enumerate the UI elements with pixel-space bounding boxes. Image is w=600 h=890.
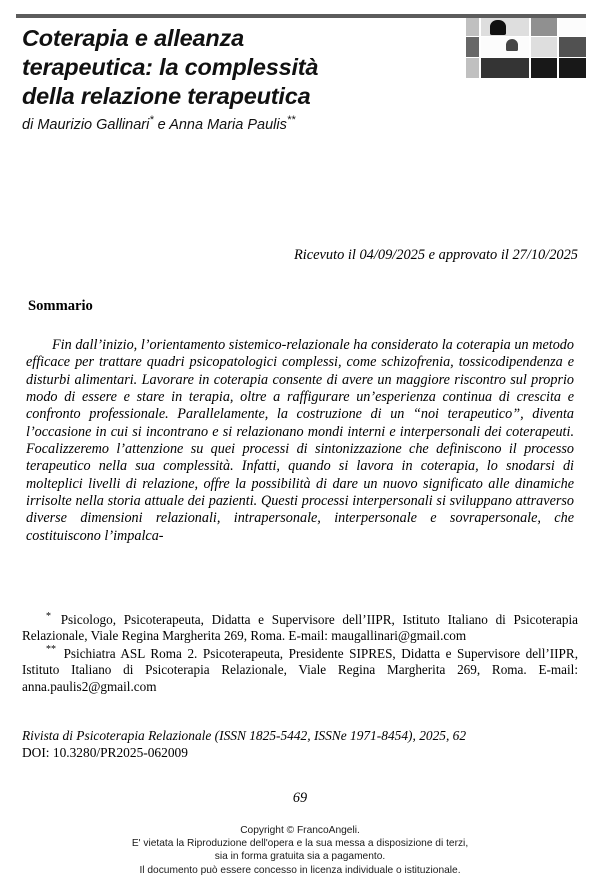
collage-cell bbox=[466, 58, 479, 78]
collage-cell bbox=[531, 37, 557, 57]
title-block bbox=[22, 24, 442, 135]
collage-cell bbox=[466, 18, 479, 36]
collage-cell bbox=[559, 58, 586, 78]
author-footnote-mark-2: ** bbox=[286, 114, 296, 127]
copyright-line: Copyright © FrancoAngeli. bbox=[240, 825, 360, 836]
footnote-mark: ** bbox=[46, 644, 56, 656]
journal-citation-block bbox=[22, 728, 582, 761]
author-byline bbox=[22, 116, 442, 135]
abstract-text: Fin dall’inizio, l’orientamento sistemico-relazionale ha considerato la coterapia un metodo efficace per trattare quadri psicopatologici complessi, come schizofrenia, tossicodipendenza e disturbi alimentari. Lavorare in coterapia consente di avere un maggiore riscontro sul proprio modo di essere e stare in terapia, oltre a raffigurare un’esperienza continua di crescita e confronto professionale. Parallelamente, la costruzione di un “noi terapeutico”, diventa l’occasione in cui si incontrano e si relazionano mondi interni e interpersonali dei coterapeuti. Focalizzeremo l’attenzione su quei processi di sintonizzazione che definiscono il processo terapeutico nella sua complessità. Infatti, quando si lavora in coterapia, lo snodarsi di molteplici livelli di relazione, offre la possibilità di dare un nuovo significato alle dinamiche irrisolte nella storia attuale dei pazienti. Questi processi interpersonali si sviluppano attraverso diverse dimensioni relazionali, intrapersonale, interpersonale e sovrapersonale, che costituiscono l’impalca- bbox=[26, 337, 574, 544]
received-approved-line: Ricevuto il 04/09/2025 e approvato il 27/10/2025 bbox=[293, 247, 578, 263]
collage-cell bbox=[481, 37, 529, 57]
collage-cell bbox=[481, 18, 529, 36]
page-title bbox=[22, 24, 442, 111]
title-line-2: terapeutica: la complessità bbox=[22, 54, 319, 80]
collage-cell bbox=[559, 18, 586, 36]
collage-cell bbox=[481, 58, 529, 78]
footnotes-block bbox=[22, 612, 578, 696]
photo-collage-thumbnail-image bbox=[466, 18, 586, 78]
collage-cell bbox=[531, 18, 557, 36]
copyright-line: sia in forma gratuita sia a pagamento. bbox=[214, 851, 386, 863]
footnote-item bbox=[22, 646, 578, 695]
copyright-footer bbox=[0, 824, 600, 877]
doi-line: DOI: 10.3280/PR2025-062009 bbox=[22, 744, 188, 760]
copyright-line: Il documento può essere concesso in licenza individuale o istituzionale. bbox=[139, 864, 461, 876]
author-name-first: di Maurizio Gallinari bbox=[22, 117, 150, 133]
footnote-mark: * bbox=[46, 610, 51, 622]
copyright-line: E' vietata la Riproduzione dell'opera e la sua messa a disposizione di terzi, bbox=[131, 838, 469, 850]
footnote-text: Psicologo, Psicoterapeuta, Didatta e Supervisore dell’IIPR, Istituto Italiano di Psicoterapia Relazionale, Viale Regina Margherita 269, Roma. E-mail: maugallinari@gmail.com bbox=[22, 612, 578, 644]
footnote-text: Psichiatra ASL Roma 2. Psicoterapeuta, Presidente SIPRES, Didatta e Supervisore dell’IIPR, Istituto Italiano di Psicoterapia Relazionale, Viale Regina Margherita 269, Roma. E-mail: anna.paulis2@gmail.com bbox=[22, 645, 578, 694]
author-name-second: e Anna Maria Paulis bbox=[153, 117, 287, 133]
collage-cell bbox=[559, 37, 586, 57]
footnote-item bbox=[22, 612, 578, 645]
author-footnote-mark-1: * bbox=[149, 114, 154, 127]
title-line-3: della relazione terapeutica bbox=[22, 83, 311, 109]
collage-cell bbox=[466, 37, 479, 57]
journal-citation: Rivista di Psicoterapia Relazionale (ISSN 1825-5442, ISSNe 1971-8454), 2025, 62 bbox=[22, 728, 467, 743]
page-number: 69 bbox=[292, 790, 308, 806]
title-line-1: Coterapia e alleanza bbox=[22, 25, 244, 51]
abstract-heading: Sommario bbox=[28, 298, 93, 314]
collage-cell bbox=[531, 58, 557, 78]
